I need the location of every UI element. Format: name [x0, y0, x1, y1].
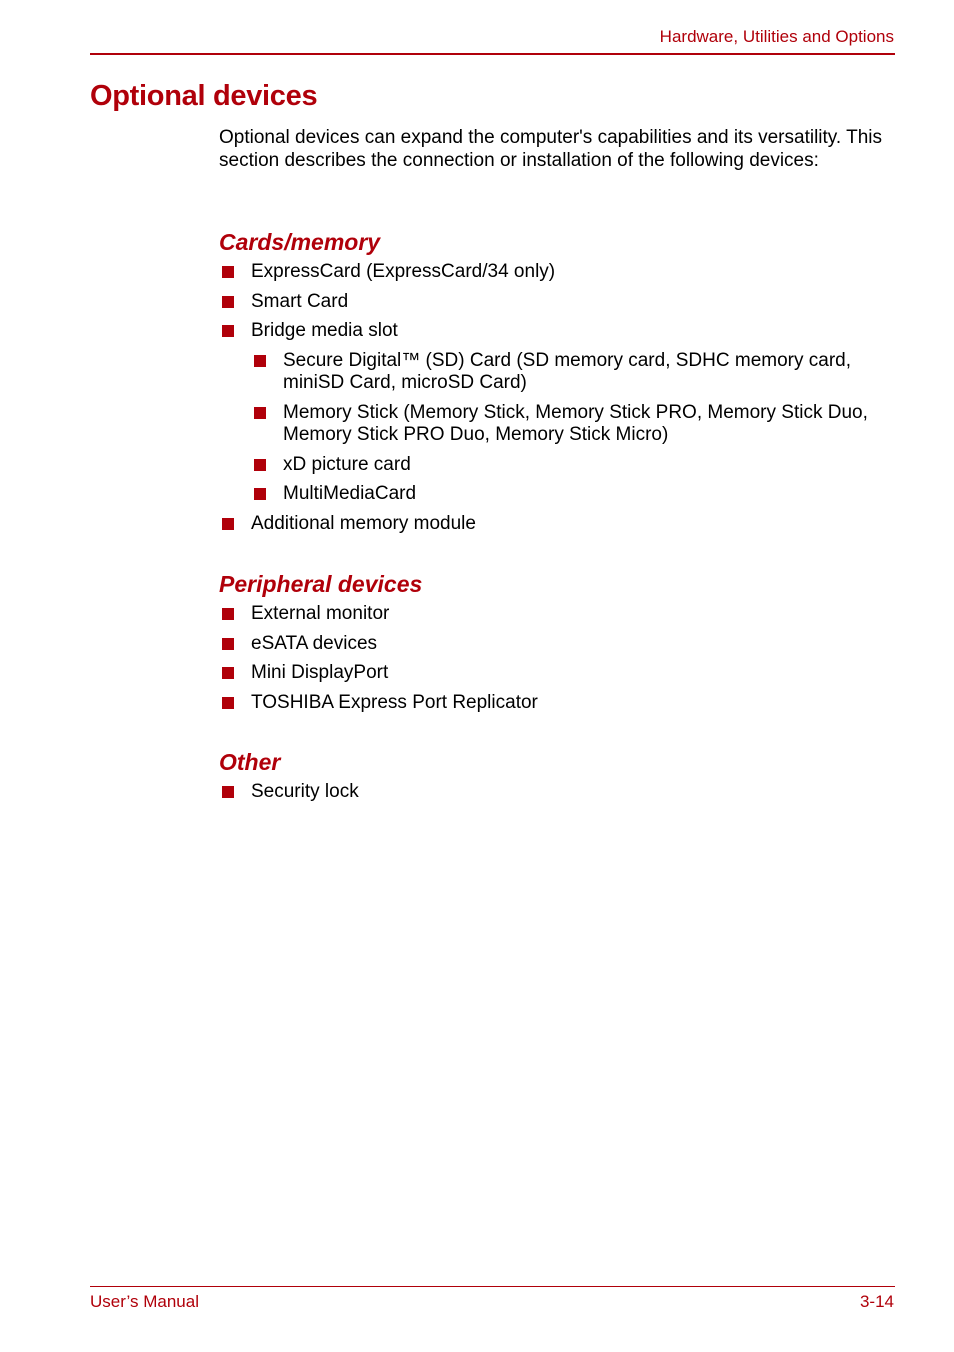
list-item: Security lock: [219, 781, 899, 804]
list-item: eSATA devices: [219, 633, 899, 656]
sub-list-item: MultiMediaCard: [251, 483, 899, 506]
square-bullet-icon: [222, 296, 234, 308]
footer-rule: [90, 1286, 895, 1287]
square-bullet-icon: [254, 488, 266, 500]
list-item: External monitor: [219, 603, 899, 626]
square-bullet-icon: [254, 459, 266, 471]
page-number: 3-14: [859, 1292, 894, 1311]
section-peripheral-devices: [219, 568, 899, 714]
header-rule: [90, 53, 895, 55]
square-bullet-icon: [222, 697, 234, 709]
square-bullet-icon: [222, 266, 234, 278]
footer-manual-title: User’s Manual: [90, 1292, 199, 1311]
intro-paragraph: Optional devices can expand the computer's capabilities and its versatility. This section describes the connection or installation of the following devices:: [219, 127, 882, 171]
square-bullet-icon: [222, 786, 234, 798]
section-cards-memory: [219, 226, 899, 535]
square-bullet-icon: [222, 638, 234, 650]
sub-list-item: Secure Digital™ (SD) Card (SD memory card, SDHC memory card, miniSD Card, microSD Card): [251, 350, 899, 395]
square-bullet-icon: [222, 608, 234, 620]
square-bullet-icon: [254, 407, 266, 419]
running-header: Hardware, Utilities and Options: [659, 27, 894, 46]
sub-list-item: Memory Stick (Memory Stick, Memory Stick PRO, Memory Stick Duo, Memory Stick PRO Duo, Memory Stick Micro): [251, 402, 899, 447]
list-item: ExpressCard (ExpressCard/34 only): [219, 261, 899, 284]
list-item: Additional memory module: [219, 513, 899, 536]
square-bullet-icon: [222, 325, 234, 337]
list-item: Mini DisplayPort: [219, 662, 899, 685]
list-item: Smart Card: [219, 291, 899, 314]
list-item: Bridge media slot: [219, 320, 899, 343]
square-bullet-icon: [222, 518, 234, 530]
section-heading: Peripheral devices: [219, 571, 423, 597]
sub-list-item: xD picture card: [251, 454, 899, 477]
section-other: [219, 746, 899, 804]
section-heading: Other: [219, 749, 281, 775]
square-bullet-icon: [222, 667, 234, 679]
section-heading: Cards/memory: [219, 229, 381, 255]
page-title: Optional devices: [90, 80, 318, 112]
square-bullet-icon: [254, 355, 266, 367]
list-item: TOSHIBA Express Port Replicator: [219, 692, 899, 715]
